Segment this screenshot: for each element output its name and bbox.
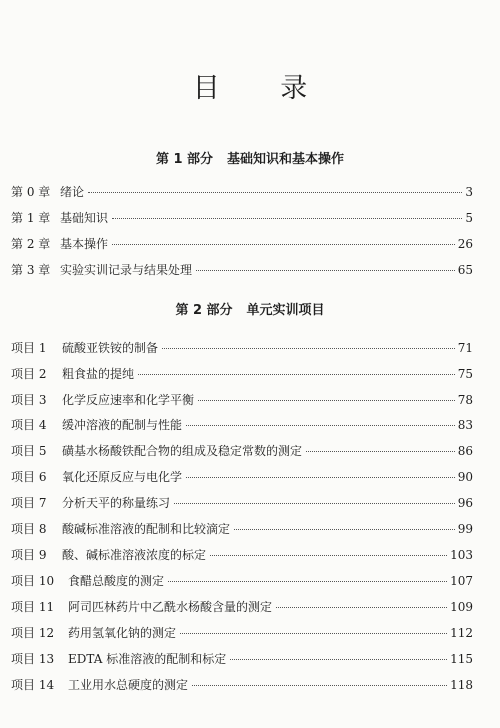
entry-label: 第 3 章 — [11, 263, 51, 277]
part-1-title: 基础知识和基本操作 — [227, 152, 345, 167]
entry-page: 118 — [450, 678, 473, 692]
entry-title: 磺基水杨酸铁配合物的组成及稳定常数的测定 — [62, 444, 303, 458]
entry-title: 绪论 — [60, 185, 85, 199]
entry-title: 实验实训记录与结果处理 — [60, 263, 193, 277]
dot-leader — [198, 400, 455, 401]
part-1-heading — [0, 148, 500, 167]
toc-entry[interactable] — [11, 572, 473, 590]
part-1-number: 第 1 部分 — [155, 152, 214, 167]
entry-label: 项目 13 — [11, 652, 55, 666]
dot-leader — [174, 503, 455, 504]
toc-entry[interactable] — [11, 494, 473, 512]
entry-label: 第 0 章 — [11, 185, 51, 199]
dot-leader — [186, 477, 455, 478]
entry-label: 第 2 章 — [11, 237, 51, 251]
entry-page: 90 — [457, 470, 473, 484]
entry-title: 粗食盐的提纯 — [62, 367, 135, 381]
dot-leader — [112, 218, 462, 219]
entry-page: 112 — [450, 626, 473, 640]
toc-entry[interactable] — [11, 391, 473, 409]
entry-label: 项目 5 — [11, 444, 47, 458]
dot-leader — [306, 451, 455, 452]
part-2-heading — [0, 299, 500, 318]
entry-label: 项目 6 — [11, 470, 47, 484]
entry-title: 工业用水总硬度的测定 — [68, 678, 189, 692]
entry-page: 78 — [457, 393, 473, 407]
dot-leader — [192, 685, 447, 686]
toc-entry[interactable] — [11, 676, 473, 694]
toc-entry[interactable] — [11, 209, 473, 227]
entry-title: 阿司匹林药片中乙酰水杨酸含量的测定 — [68, 600, 273, 614]
dot-leader — [234, 529, 455, 530]
toc-entry[interactable] — [11, 650, 473, 668]
entry-page: 71 — [457, 341, 473, 355]
entry-title: 酸碱标准溶液的配制和比较滴定 — [62, 522, 231, 536]
dot-leader — [88, 192, 462, 193]
entry-page: 115 — [450, 652, 473, 666]
entry-page: 26 — [457, 237, 473, 251]
dot-leader — [162, 348, 455, 349]
entry-page: 86 — [457, 444, 473, 458]
dot-leader — [112, 244, 455, 245]
toc-entry[interactable] — [11, 183, 473, 201]
entry-page: 109 — [450, 600, 473, 614]
entry-title: 药用氢氧化钠的测定 — [68, 626, 177, 640]
part-2-title: 单元实训项目 — [246, 303, 325, 318]
entry-label: 项目 1 — [11, 341, 47, 355]
entry-label: 项目 8 — [11, 522, 47, 536]
entry-page: 99 — [457, 522, 473, 536]
toc-entry[interactable] — [11, 235, 473, 253]
entry-label: 项目 12 — [11, 626, 55, 640]
entry-label: 第 1 章 — [11, 211, 51, 225]
entry-label: 项目 14 — [11, 678, 55, 692]
toc-entry[interactable] — [11, 468, 473, 486]
dot-leader — [230, 659, 447, 660]
toc-entry[interactable] — [11, 261, 473, 279]
entry-label: 项目 7 — [11, 496, 47, 510]
toc-entry[interactable] — [11, 365, 473, 383]
entry-title: 基本操作 — [60, 237, 109, 251]
toc-entry[interactable] — [11, 416, 473, 434]
dot-leader — [180, 633, 447, 634]
toc-entry[interactable] — [11, 520, 473, 538]
entry-label: 项目 11 — [11, 600, 55, 614]
toc-entry[interactable] — [11, 339, 473, 357]
entry-page: 107 — [450, 574, 473, 588]
part-2-number: 第 2 部分 — [175, 303, 233, 318]
entry-page: 5 — [465, 211, 473, 225]
dot-leader — [186, 425, 455, 426]
entry-title: 酸、碱标准溶液浓度的标定 — [62, 548, 207, 562]
dot-leader — [210, 555, 447, 556]
entry-title: 缓冲溶液的配制与性能 — [62, 418, 183, 432]
entry-title: 分析天平的称量练习 — [62, 496, 171, 510]
entry-label: 项目 2 — [11, 367, 47, 381]
entry-title: 基础知识 — [60, 211, 109, 225]
entry-label: 项目 3 — [11, 393, 47, 407]
entry-label: 项目 9 — [11, 548, 47, 562]
entry-title: 氧化还原反应与电化学 — [62, 470, 183, 484]
entry-page: 75 — [457, 367, 473, 381]
entry-page: 83 — [457, 418, 473, 432]
dot-leader — [276, 607, 447, 608]
toc-entry[interactable] — [11, 442, 473, 460]
entry-page: 96 — [457, 496, 473, 510]
entry-title: 食醋总酸度的测定 — [68, 574, 165, 588]
dot-leader — [196, 270, 455, 271]
dot-leader — [168, 581, 447, 582]
entry-title: 化学反应速率和化学平衡 — [62, 393, 195, 407]
entry-label: 项目 10 — [11, 574, 55, 588]
entry-page: 3 — [465, 185, 473, 199]
toc-entry[interactable] — [11, 624, 473, 642]
entry-label: 项目 4 — [11, 418, 47, 432]
toc-entry[interactable] — [11, 546, 473, 564]
entry-page: 65 — [457, 263, 473, 277]
toc-entry[interactable] — [11, 598, 473, 616]
entry-title: EDTA 标准溶液的配制和标定 — [68, 652, 227, 666]
entry-page: 103 — [450, 548, 473, 562]
dot-leader — [138, 374, 455, 375]
page-title: 目 录 — [192, 73, 334, 104]
entry-title: 硫酸亚铁铵的制备 — [62, 341, 159, 355]
